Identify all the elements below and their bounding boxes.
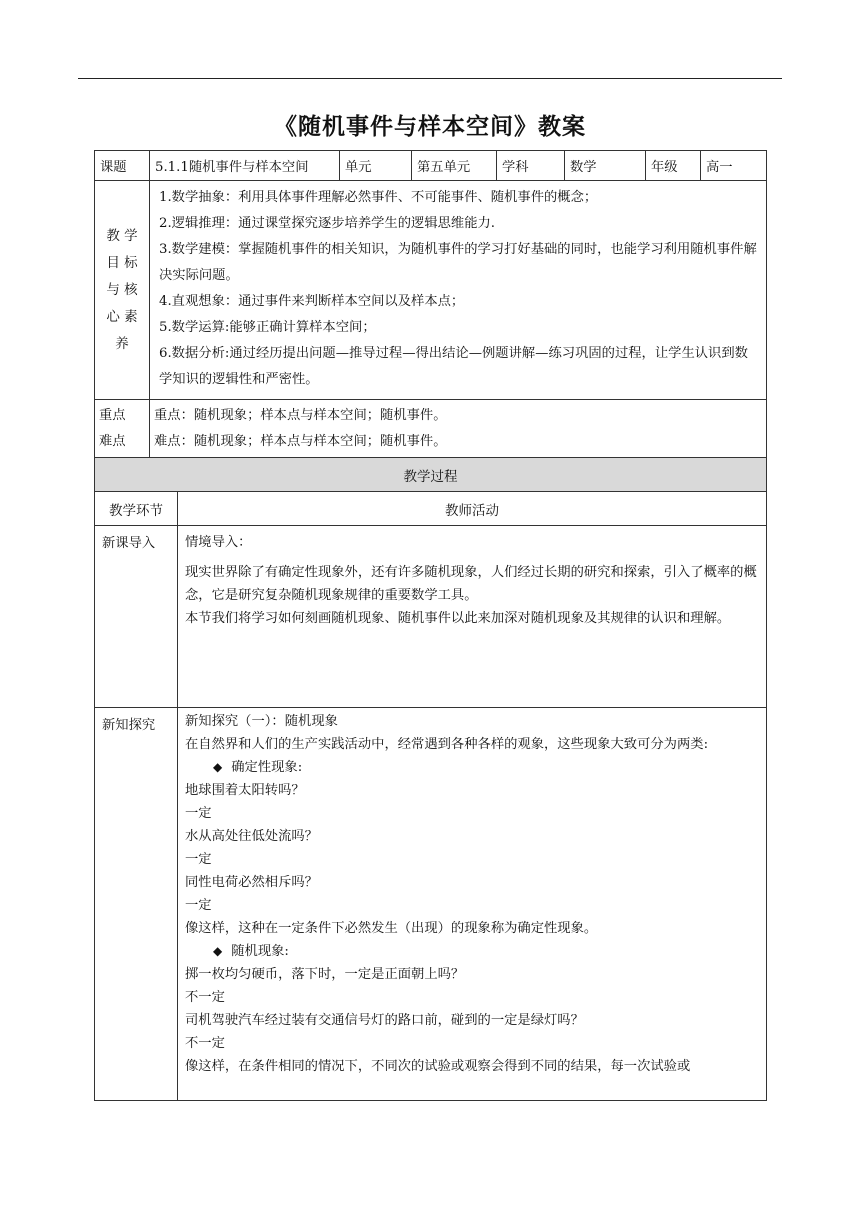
- goals-content: [150, 181, 767, 400]
- qa-line: 一定: [185, 806, 212, 821]
- bullet-deterministic: ◆ 确定性现象:: [213, 760, 303, 775]
- header-rule: [78, 78, 782, 79]
- explore-conclusion: 像这样，这种在一定条件下必然发生（出现）的现象称为确定性现象。: [185, 921, 598, 936]
- col-stage-header: 教学环节: [95, 492, 178, 526]
- explore-content: [178, 708, 767, 1101]
- bullet-random: ◆ 随机现象:: [213, 944, 289, 959]
- subject-label: 学科: [497, 151, 565, 181]
- diamond-bullet-icon: ◆: [213, 944, 223, 958]
- intro-label: 新课导入: [95, 526, 178, 708]
- qa-line: 一定: [185, 852, 212, 867]
- doc-title: 《随机事件与样本空间》教案: [274, 114, 586, 140]
- lesson-plan-table: [94, 150, 767, 1101]
- subject-value: 数学: [565, 151, 646, 181]
- explore-row: [95, 708, 767, 1101]
- process-title-row: [95, 458, 767, 492]
- qa-line: 不一定: [185, 990, 225, 1005]
- key-points-row: [95, 400, 767, 458]
- topic-label: 课题: [95, 151, 150, 181]
- grade-label: 年级: [646, 151, 701, 181]
- unit-label: 单元: [340, 151, 412, 181]
- explore-heading: 新知探究（一）：随机现象: [185, 714, 338, 729]
- intro-row: [95, 526, 767, 708]
- key-point: 重点：随机现象；样本点与样本空间；随机事件。: [154, 407, 447, 423]
- qa-line: 同性电荷必然相斥吗？: [185, 875, 318, 890]
- goal-item: 6.数据分析:通过经历提出问题—推导过程—得出结论—例题讲解—练习巩固的过程，让学生认识到数学知识的逻辑性和严密性。: [159, 346, 748, 387]
- intro-line: 现实世界除了有确定性现象外，还有许多随机现象，人们经过长期的研究和探索，引入了概率的概念，它是研究复杂随机现象规律的重要数学工具。: [185, 565, 757, 603]
- header-row: [95, 151, 767, 181]
- qa-line: 一定: [185, 898, 212, 913]
- difficult-point: 难点：随机现象；样本点与样本空间；随机事件。: [154, 433, 447, 449]
- explore-para: 在自然界和人们的生产实践活动中，经常遇到各种各样的观象，这些现象大致可分为两类:: [185, 737, 709, 752]
- qa-line: 地球围着太阳转吗？: [185, 783, 305, 798]
- topic-value: 5.1.1随机事件与样本空间: [150, 151, 340, 181]
- key-points-content: [150, 400, 767, 458]
- key-points-label: 重点 难点: [95, 400, 150, 458]
- goal-item: 3.数学建模：掌握随机事件的相关知识，为随机事件的学习打好基础的同时，也能学习利用随机事件解决实际问题。: [159, 242, 757, 283]
- goal-item: 4.直观想象：通过事件来判断样本空间以及样本点；: [159, 294, 465, 309]
- diamond-bullet-icon: ◆: [213, 760, 223, 774]
- process-header-row: [95, 492, 767, 526]
- goal-item: 2.逻辑推理：通过课堂探究逐步培养学生的逻辑思维能力.: [159, 216, 496, 231]
- qa-line: 司机驾驶汽车经过装有交通信号灯的路口前，碰到的一定是绿灯吗？: [185, 1013, 584, 1028]
- explore-conclusion: 像这样，在条件相同的情况下，不同次的试验或观察会得到不同的结果，每一次试验或: [185, 1059, 691, 1074]
- qa-line: 掷一枚均匀硬币，落下时，一定是正面朝上吗？: [185, 967, 465, 982]
- goals-label: 教 学 目 标 与 核 心 素 养: [95, 181, 150, 400]
- goals-row: [95, 181, 767, 400]
- intro-line: 本节我们将学习如何刻画随机现象、随机事件以此来加深对随机现象及其规律的认识和理解。: [185, 611, 731, 626]
- explore-label: 新知探究: [95, 708, 178, 1101]
- intro-line: 情境导入：: [185, 535, 252, 550]
- grade-value: 高一: [701, 151, 767, 181]
- goal-item: 1.数学抽象：利用具体事件理解必然事件、不可能事件、随机事件的概念；: [159, 190, 598, 205]
- process-title: 教学过程: [95, 458, 767, 492]
- intro-content: [178, 526, 767, 708]
- qa-line: 水从高处往低处流吗？: [185, 829, 318, 844]
- unit-value: 第五单元: [412, 151, 497, 181]
- col-activity-header: 教师活动: [178, 492, 767, 526]
- goal-item: 5.数学运算:能够正确计算样本空间；: [159, 320, 376, 335]
- qa-line: 不一定: [185, 1036, 225, 1051]
